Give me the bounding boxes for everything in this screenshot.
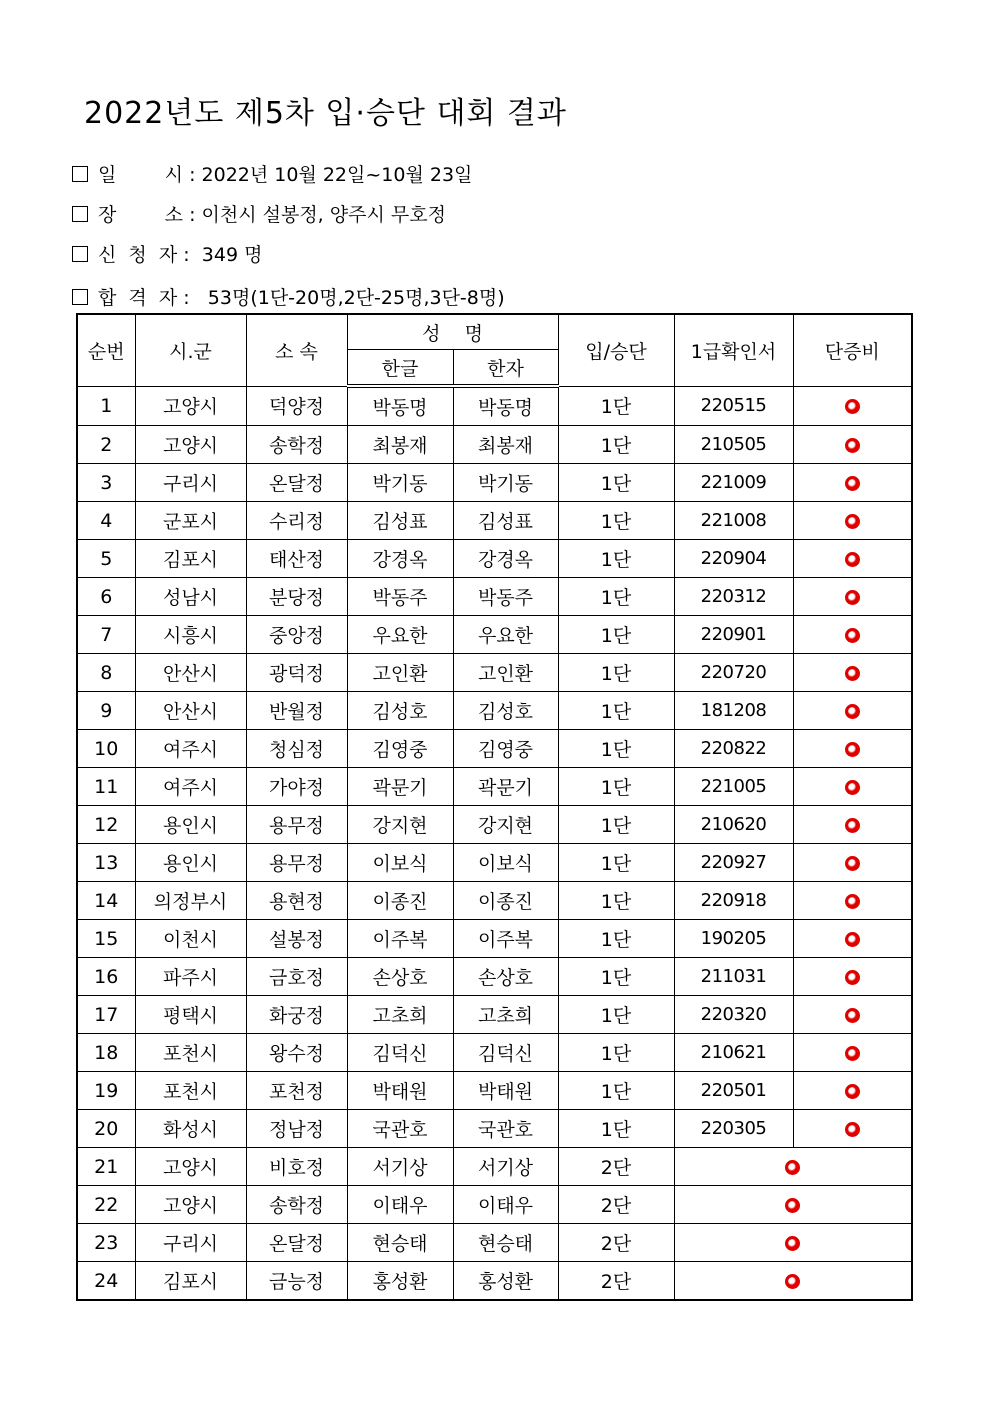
cell-name-hanja: 이태우 — [453, 1186, 558, 1224]
cell-cert: 221005 — [674, 768, 793, 806]
cell-city: 용인시 — [135, 806, 246, 844]
cell-city: 성남시 — [135, 578, 246, 616]
cell-city: 화성시 — [135, 1110, 246, 1148]
cell-no: 11 — [77, 768, 135, 806]
cell-city: 포천시 — [135, 1072, 246, 1110]
cell-no: 21 — [77, 1148, 135, 1186]
cell-no: 7 — [77, 616, 135, 654]
table-row — [77, 654, 912, 692]
cell-rank: 1단 — [558, 386, 674, 426]
cell-name-hanja: 김성호 — [453, 692, 558, 730]
cell-rank: 1단 — [558, 540, 674, 578]
cell-city: 평택시 — [135, 996, 246, 1034]
cell-name-hanja: 우요한 — [453, 616, 558, 654]
cell-cert: 210621 — [674, 1034, 793, 1072]
cell-cert: 220720 — [674, 654, 793, 692]
info-label: 일 시 — [98, 164, 184, 186]
cell-cert: 220927 — [674, 844, 793, 882]
cell-name-hanja: 현승태 — [453, 1224, 558, 1262]
cell-club: 청심정 — [246, 730, 347, 768]
header-no: 순번 — [77, 314, 135, 386]
cell-name-korean: 현승태 — [347, 1224, 453, 1262]
red-circle-icon — [845, 818, 860, 833]
table-row — [77, 1034, 912, 1072]
cell-name-hanja: 박동주 — [453, 578, 558, 616]
cell-name-korean: 홍성환 — [347, 1262, 453, 1301]
red-circle-icon — [845, 856, 860, 871]
cell-name-korean: 박기동 — [347, 464, 453, 502]
cell-fee — [793, 844, 912, 882]
cell-name-hanja: 강지현 — [453, 806, 558, 844]
cell-name-hanja: 곽문기 — [453, 768, 558, 806]
red-circle-icon — [845, 438, 860, 453]
cell-rank: 2단 — [558, 1262, 674, 1301]
table-row — [77, 768, 912, 806]
red-circle-icon — [845, 590, 860, 605]
cell-no: 19 — [77, 1072, 135, 1110]
red-circle-icon — [845, 932, 860, 947]
table-row — [77, 882, 912, 920]
cell-fee — [674, 1186, 912, 1224]
cell-no: 15 — [77, 920, 135, 958]
cell-name-korean: 최봉재 — [347, 426, 453, 464]
cell-name-hanja: 강경옥 — [453, 540, 558, 578]
table-row — [77, 1186, 912, 1224]
cell-rank: 1단 — [558, 692, 674, 730]
cell-city: 구리시 — [135, 464, 246, 502]
cell-name-korean: 박동명 — [347, 386, 453, 426]
table-row — [77, 996, 912, 1034]
cell-name-hanja: 고초희 — [453, 996, 558, 1034]
cell-rank: 1단 — [558, 578, 674, 616]
red-circle-icon — [845, 742, 860, 757]
cell-fee — [793, 386, 912, 426]
info-applicants: 신 청 자 : 349 명 — [72, 240, 262, 267]
cell-cert: 220822 — [674, 730, 793, 768]
cell-city: 시흥시 — [135, 616, 246, 654]
cell-fee — [674, 1262, 912, 1301]
cell-rank: 1단 — [558, 958, 674, 996]
cell-club: 화궁정 — [246, 996, 347, 1034]
cell-name-korean: 김성표 — [347, 502, 453, 540]
red-circle-icon — [785, 1198, 800, 1213]
cell-fee — [793, 730, 912, 768]
cell-city: 고양시 — [135, 1148, 246, 1186]
cell-city: 포천시 — [135, 1034, 246, 1072]
cell-name-korean: 고초희 — [347, 996, 453, 1034]
cell-no: 14 — [77, 882, 135, 920]
cell-city: 군포시 — [135, 502, 246, 540]
cell-fee — [793, 882, 912, 920]
cell-no: 3 — [77, 464, 135, 502]
red-circle-icon — [845, 894, 860, 909]
cell-club: 설봉정 — [246, 920, 347, 958]
cell-no: 2 — [77, 426, 135, 464]
cell-club: 용무정 — [246, 806, 347, 844]
cell-cert: 221009 — [674, 464, 793, 502]
cell-city: 여주시 — [135, 768, 246, 806]
header-city: 시.군 — [135, 314, 246, 386]
info-label: 신 청 자 — [98, 244, 178, 266]
info-value: 이천시 설봉정, 양주시 무호정 — [201, 204, 446, 226]
cell-rank: 1단 — [558, 616, 674, 654]
red-circle-icon — [845, 399, 860, 414]
table-row — [77, 692, 912, 730]
red-circle-icon — [845, 1084, 860, 1099]
cell-no: 23 — [77, 1224, 135, 1262]
info-date: 일 시 : 2022년 10월 22일~10월 23일 — [72, 160, 472, 187]
cell-rank: 1단 — [558, 464, 674, 502]
info-passed: 합 격 자 : 53명(1단-20명,2단-25명,3단-8명) — [72, 283, 505, 310]
cell-city: 안산시 — [135, 654, 246, 692]
cell-no: 12 — [77, 806, 135, 844]
cell-rank: 1단 — [558, 1072, 674, 1110]
cell-name-hanja: 이종진 — [453, 882, 558, 920]
cell-club: 반월정 — [246, 692, 347, 730]
cell-fee — [793, 464, 912, 502]
cell-cert: 190205 — [674, 920, 793, 958]
header-fee: 단증비 — [793, 314, 912, 386]
table-row — [77, 1110, 912, 1148]
table-row — [77, 806, 912, 844]
cell-city: 고양시 — [135, 386, 246, 426]
cell-name-korean: 강경옥 — [347, 540, 453, 578]
cell-club: 정남정 — [246, 1110, 347, 1148]
cell-name-hanja: 김덕신 — [453, 1034, 558, 1072]
cell-cert: 220515 — [674, 386, 793, 426]
header-rank: 입/승단 — [558, 314, 674, 386]
cell-cert: 220904 — [674, 540, 793, 578]
info-label: 장 소 — [98, 204, 184, 226]
cell-name-korean: 고인환 — [347, 654, 453, 692]
table-row — [77, 844, 912, 882]
table-row — [77, 920, 912, 958]
cell-city: 의정부시 — [135, 882, 246, 920]
cell-city: 안산시 — [135, 692, 246, 730]
cell-rank: 1단 — [558, 1110, 674, 1148]
cell-name-hanja: 손상호 — [453, 958, 558, 996]
cell-name-hanja: 박동명 — [453, 386, 558, 426]
cell-club: 중앙정 — [246, 616, 347, 654]
cell-no: 17 — [77, 996, 135, 1034]
red-circle-icon — [785, 1160, 800, 1175]
cell-fee — [793, 1110, 912, 1148]
cell-fee — [793, 692, 912, 730]
cell-club: 왕수정 — [246, 1034, 347, 1072]
table-row — [77, 1148, 912, 1186]
header-hanja: 한자 — [453, 350, 558, 387]
cell-name-korean: 강지현 — [347, 806, 453, 844]
cell-rank: 1단 — [558, 844, 674, 882]
checkbox-square-icon — [72, 289, 88, 305]
cell-city: 김포시 — [135, 540, 246, 578]
cell-no: 9 — [77, 692, 135, 730]
cell-name-korean: 손상호 — [347, 958, 453, 996]
cell-name-korean: 서기상 — [347, 1148, 453, 1186]
cell-city: 여주시 — [135, 730, 246, 768]
cell-name-korean: 박동주 — [347, 578, 453, 616]
header-korean: 한글 — [347, 350, 453, 387]
cell-name-hanja: 이주복 — [453, 920, 558, 958]
cell-rank: 1단 — [558, 730, 674, 768]
table-row — [77, 426, 912, 464]
cell-city: 구리시 — [135, 1224, 246, 1262]
header-cert: 1급확인서 — [674, 314, 793, 386]
cell-name-hanja: 최봉재 — [453, 426, 558, 464]
info-value: 53명(1단-20명,2단-25명,3단-8명) — [207, 287, 505, 309]
cell-cert: 220501 — [674, 1072, 793, 1110]
table-row — [77, 578, 912, 616]
table-row — [77, 540, 912, 578]
cell-name-hanja: 국관호 — [453, 1110, 558, 1148]
table-row — [77, 1262, 912, 1301]
cell-rank: 2단 — [558, 1148, 674, 1186]
cell-name-hanja: 홍성환 — [453, 1262, 558, 1301]
cell-fee — [793, 578, 912, 616]
red-circle-icon — [845, 1046, 860, 1061]
cell-no: 10 — [77, 730, 135, 768]
red-circle-icon — [785, 1236, 800, 1251]
cell-rank: 1단 — [558, 426, 674, 464]
red-circle-icon — [845, 476, 860, 491]
cell-rank: 2단 — [558, 1224, 674, 1262]
cell-no: 18 — [77, 1034, 135, 1072]
cell-no: 22 — [77, 1186, 135, 1224]
red-circle-icon — [845, 1008, 860, 1023]
cell-club: 포천정 — [246, 1072, 347, 1110]
cell-club: 태산정 — [246, 540, 347, 578]
cell-no: 24 — [77, 1262, 135, 1301]
table-row — [77, 730, 912, 768]
checkbox-square-icon — [72, 206, 88, 222]
cell-fee — [793, 654, 912, 692]
cell-club: 용현정 — [246, 882, 347, 920]
cell-cert: 220305 — [674, 1110, 793, 1148]
cell-name-korean: 우요한 — [347, 616, 453, 654]
info-value: 2022년 10월 22일~10월 23일 — [201, 164, 473, 186]
cell-fee — [793, 920, 912, 958]
cell-club: 덕양정 — [246, 386, 347, 426]
cell-fee — [793, 426, 912, 464]
cell-no: 13 — [77, 844, 135, 882]
cell-name-korean: 이태우 — [347, 1186, 453, 1224]
checkbox-square-icon — [72, 246, 88, 262]
cell-rank: 1단 — [558, 996, 674, 1034]
cell-no: 5 — [77, 540, 135, 578]
cell-cert: 220918 — [674, 882, 793, 920]
cell-no: 6 — [77, 578, 135, 616]
cell-fee — [793, 616, 912, 654]
cell-no: 1 — [77, 386, 135, 426]
cell-fee — [793, 502, 912, 540]
table-row — [77, 502, 912, 540]
cell-city: 고양시 — [135, 426, 246, 464]
cell-name-korean: 김덕신 — [347, 1034, 453, 1072]
checkbox-square-icon — [72, 166, 88, 182]
red-circle-icon — [845, 552, 860, 567]
cell-name-hanja: 김영중 — [453, 730, 558, 768]
cell-no: 8 — [77, 654, 135, 692]
cell-club: 송학정 — [246, 1186, 347, 1224]
table-row — [77, 386, 912, 426]
red-circle-icon — [845, 666, 860, 681]
cell-fee — [674, 1224, 912, 1262]
info-value: 349 명 — [201, 244, 263, 266]
cell-club: 분당정 — [246, 578, 347, 616]
cell-cert: 211031 — [674, 958, 793, 996]
cell-rank: 1단 — [558, 882, 674, 920]
cell-city: 김포시 — [135, 1262, 246, 1301]
cell-fee — [793, 806, 912, 844]
cell-club: 금능정 — [246, 1262, 347, 1301]
cell-cert: 220901 — [674, 616, 793, 654]
cell-club: 용무정 — [246, 844, 347, 882]
cell-name-korean: 곽문기 — [347, 768, 453, 806]
cell-cert: 181208 — [674, 692, 793, 730]
cell-club: 가야정 — [246, 768, 347, 806]
cell-name-korean: 박태원 — [347, 1072, 453, 1110]
red-circle-icon — [785, 1274, 800, 1289]
red-circle-icon — [845, 704, 860, 719]
cell-rank: 1단 — [558, 654, 674, 692]
cell-name-korean: 이보식 — [347, 844, 453, 882]
cell-name-korean: 이종진 — [347, 882, 453, 920]
table-row — [77, 1072, 912, 1110]
header-club: 소 속 — [246, 314, 347, 386]
cell-no: 20 — [77, 1110, 135, 1148]
cell-rank: 1단 — [558, 1034, 674, 1072]
page-title: 2022년도 제5차 입·승단 대회 결과 — [84, 96, 567, 131]
red-circle-icon — [845, 780, 860, 795]
cell-name-hanja: 김성표 — [453, 502, 558, 540]
cell-rank: 1단 — [558, 502, 674, 540]
cell-name-korean: 국관호 — [347, 1110, 453, 1148]
table-row — [77, 464, 912, 502]
red-circle-icon — [845, 970, 860, 985]
cell-fee — [793, 768, 912, 806]
cell-city: 파주시 — [135, 958, 246, 996]
cell-rank: 2단 — [558, 1186, 674, 1224]
table-row — [77, 958, 912, 996]
table-row — [77, 616, 912, 654]
cell-fee — [793, 1072, 912, 1110]
cell-cert: 220312 — [674, 578, 793, 616]
cell-name-korean: 김성호 — [347, 692, 453, 730]
cell-cert: 221008 — [674, 502, 793, 540]
info-place: 장 소 : 이천시 설봉정, 양주시 무호정 — [72, 200, 446, 227]
cell-club: 송학정 — [246, 426, 347, 464]
red-circle-icon — [845, 1122, 860, 1137]
cell-club: 온달정 — [246, 1224, 347, 1262]
cell-cert: 210505 — [674, 426, 793, 464]
cell-name-korean: 김영중 — [347, 730, 453, 768]
cell-club: 온달정 — [246, 464, 347, 502]
cell-name-hanja: 서기상 — [453, 1148, 558, 1186]
cell-name-hanja: 박기동 — [453, 464, 558, 502]
table-row — [77, 1224, 912, 1262]
cell-no: 16 — [77, 958, 135, 996]
cell-cert: 210620 — [674, 806, 793, 844]
cell-rank: 1단 — [558, 768, 674, 806]
cell-rank: 1단 — [558, 806, 674, 844]
cell-cert: 220320 — [674, 996, 793, 1034]
cell-city: 고양시 — [135, 1186, 246, 1224]
cell-club: 비호정 — [246, 1148, 347, 1186]
cell-club: 수리정 — [246, 502, 347, 540]
red-circle-icon — [845, 514, 860, 529]
cell-name-hanja: 고인환 — [453, 654, 558, 692]
cell-name-hanja: 박태원 — [453, 1072, 558, 1110]
red-circle-icon — [845, 628, 860, 643]
cell-fee — [674, 1148, 912, 1186]
header-name: 성 명 — [347, 314, 558, 350]
cell-club: 금호정 — [246, 958, 347, 996]
info-label: 합 격 자 — [98, 287, 178, 309]
cell-city: 이천시 — [135, 920, 246, 958]
cell-rank: 1단 — [558, 920, 674, 958]
cell-name-korean: 이주복 — [347, 920, 453, 958]
cell-fee — [793, 996, 912, 1034]
cell-fee — [793, 958, 912, 996]
cell-no: 4 — [77, 502, 135, 540]
cell-name-hanja: 이보식 — [453, 844, 558, 882]
cell-fee — [793, 540, 912, 578]
cell-city: 용인시 — [135, 844, 246, 882]
cell-club: 광덕정 — [246, 654, 347, 692]
results-table — [76, 313, 913, 1301]
cell-fee — [793, 1034, 912, 1072]
